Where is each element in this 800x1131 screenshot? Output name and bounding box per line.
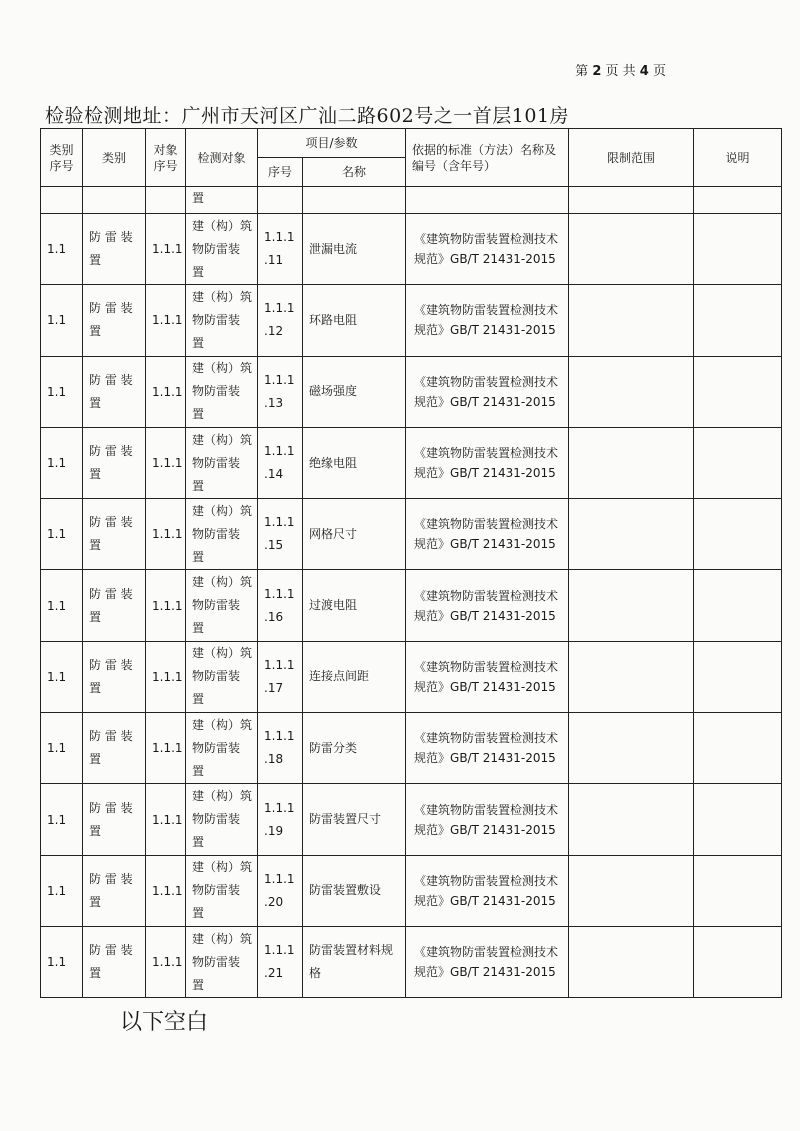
item-name-cell: 绝缘电阻 (303, 427, 406, 498)
category-seq-cell: 1.1 (41, 570, 83, 641)
standard-cell: 《建筑物防雷装置检测技术 规范》GB/T 21431-2015 (406, 926, 569, 997)
table-row (41, 356, 782, 427)
note-cell (694, 356, 782, 427)
table-row (41, 214, 782, 285)
object-cell: 建（构）筑 物防雷装 置 (186, 855, 258, 926)
note-cell (694, 784, 782, 855)
category-cell: 防 雷 装 置 (83, 570, 146, 641)
table-row (41, 570, 782, 641)
object-cell: 建（构）筑 物防雷装 置 (186, 926, 258, 997)
item-seq-cell: 1.1.1 .20 (258, 855, 303, 926)
item-name-cell: 防雷分类 (303, 713, 406, 784)
table-row (41, 427, 782, 498)
item-seq-cell: 1.1.1 .17 (258, 641, 303, 712)
object-seq-cell: 1.1.1 (146, 499, 186, 570)
header-item-seq: 序号 (258, 158, 303, 187)
header-standard: 依据的标准（方法）名称及 编号（含年号） (406, 129, 569, 187)
note-cell (694, 713, 782, 784)
category-cell: 防 雷 装 置 (83, 427, 146, 498)
limit-cell (569, 499, 694, 570)
category-cell: 防 雷 装 置 (83, 855, 146, 926)
note-cell (694, 570, 782, 641)
note-cell (694, 499, 782, 570)
object-seq-cell: 1.1.1 (146, 356, 186, 427)
category-seq-cell: 1.1 (41, 784, 83, 855)
standard-cell: 《建筑物防雷装置检测技术 规范》GB/T 21431-2015 (406, 214, 569, 285)
object-seq-cell: 1.1.1 (146, 214, 186, 285)
object-seq-cell: 1.1.1 (146, 784, 186, 855)
item-seq-cell: 1.1.1 .18 (258, 713, 303, 784)
header-limit: 限制范围 (569, 129, 694, 187)
object-seq-cell: 1.1.1 (146, 926, 186, 997)
category-cell: 防 雷 装 置 (83, 356, 146, 427)
note-cell (694, 427, 782, 498)
page-current: 2 (592, 64, 602, 79)
limit-cell (569, 214, 694, 285)
standard-cell: 《建筑物防雷装置检测技术 规范》GB/T 21431-2015 (406, 855, 569, 926)
category-cell: 防 雷 装 置 (83, 641, 146, 712)
category-seq-cell: 1.1 (41, 926, 83, 997)
item-seq-cell: 1.1.1 .11 (258, 214, 303, 285)
object-cell: 建（构）筑 物防雷装 置 (186, 713, 258, 784)
limit-cell (569, 784, 694, 855)
table-row (41, 641, 782, 712)
item-name-cell: 网格尺寸 (303, 499, 406, 570)
table-row (41, 855, 782, 926)
object-seq-cell: 1.1.1 (146, 855, 186, 926)
standard-cell: 《建筑物防雷装置检测技术 规范》GB/T 21431-2015 (406, 641, 569, 712)
standard-cell: 《建筑物防雷装置检测技术 规范》GB/T 21431-2015 (406, 427, 569, 498)
object-cell: 建（构）筑 物防雷装 置 (186, 285, 258, 356)
note-cell (694, 855, 782, 926)
page-suffix: 页 (652, 64, 666, 79)
standard-cell: 《建筑物防雷装置检测技术 规范》GB/T 21431-2015 (406, 713, 569, 784)
standard-cell: 《建筑物防雷装置检测技术 规范》GB/T 21431-2015 (406, 784, 569, 855)
category-seq-cell: 1.1 (41, 499, 83, 570)
category-cell: 防 雷 装 置 (83, 784, 146, 855)
standard-cell: 《建筑物防雷装置检测技术 规范》GB/T 21431-2015 (406, 356, 569, 427)
category-cell: 防 雷 装 置 (83, 214, 146, 285)
limit-cell (569, 855, 694, 926)
standard-cell: 《建筑物防雷装置检测技术 规范》GB/T 21431-2015 (406, 570, 569, 641)
object-seq-cell: 1.1.1 (146, 641, 186, 712)
limit-cell (569, 570, 694, 641)
header-item-name: 名称 (303, 158, 406, 187)
item-name-cell: 防雷装置敷设 (303, 855, 406, 926)
item-seq-cell: 1.1.1 .21 (258, 926, 303, 997)
standard-cell: 《建筑物防雷装置检测技术 规范》GB/T 21431-2015 (406, 499, 569, 570)
category-seq-cell: 1.1 (41, 285, 83, 356)
standard-cell: 《建筑物防雷装置检测技术 规范》GB/T 21431-2015 (406, 285, 569, 356)
limit-cell (569, 285, 694, 356)
object-cell: 建（构）筑 物防雷装 置 (186, 784, 258, 855)
limit-cell (569, 641, 694, 712)
item-name-cell: 连接点间距 (303, 641, 406, 712)
object-cell: 建（构）筑 物防雷装 置 (186, 356, 258, 427)
category-seq-cell: 1.1 (41, 214, 83, 285)
item-name-cell: 磁场强度 (303, 356, 406, 427)
item-seq-cell: 1.1.1 .19 (258, 784, 303, 855)
table-row (41, 784, 782, 855)
carry-over-text: 置 (186, 187, 258, 214)
item-name-cell: 过渡电阻 (303, 570, 406, 641)
note-cell (694, 285, 782, 356)
category-cell: 防 雷 装 置 (83, 499, 146, 570)
limit-cell (569, 713, 694, 784)
category-seq-cell: 1.1 (41, 713, 83, 784)
page-total: 4 (639, 64, 649, 79)
header-object: 检测对象 (186, 129, 258, 187)
scope-table (40, 128, 782, 998)
note-cell (694, 926, 782, 997)
page-mid: 页 共 (605, 64, 636, 79)
note-cell (694, 641, 782, 712)
page-prefix: 第 (575, 64, 589, 79)
header-note: 说明 (694, 129, 782, 187)
limit-cell (569, 427, 694, 498)
category-seq-cell: 1.1 (41, 855, 83, 926)
blank-below-marker: 以下空白 (120, 1010, 209, 1035)
header-category: 类别 (83, 129, 146, 187)
limit-cell (569, 926, 694, 997)
category-seq-cell: 1.1 (41, 427, 83, 498)
item-seq-cell: 1.1.1 .15 (258, 499, 303, 570)
header-object-seq: 对象 序号 (146, 129, 186, 187)
table-row (41, 285, 782, 356)
object-seq-cell: 1.1.1 (146, 570, 186, 641)
item-name-cell: 防雷装置材料规 格 (303, 926, 406, 997)
item-seq-cell: 1.1.1 .16 (258, 570, 303, 641)
item-name-cell: 防雷装置尺寸 (303, 784, 406, 855)
limit-cell (569, 356, 694, 427)
object-cell: 建（构）筑 物防雷装 置 (186, 427, 258, 498)
category-cell: 防 雷 装 置 (83, 713, 146, 784)
object-cell: 建（构）筑 物防雷装 置 (186, 570, 258, 641)
note-cell (694, 214, 782, 285)
table-row (41, 499, 782, 570)
header-category-seq: 类别 序号 (41, 129, 83, 187)
category-cell: 防 雷 装 置 (83, 285, 146, 356)
item-name-cell: 泄漏电流 (303, 214, 406, 285)
object-seq-cell: 1.1.1 (146, 285, 186, 356)
object-cell: 建（构）筑 物防雷装 置 (186, 641, 258, 712)
item-seq-cell: 1.1.1 .12 (258, 285, 303, 356)
object-seq-cell: 1.1.1 (146, 713, 186, 784)
item-name-cell: 环路电阻 (303, 285, 406, 356)
item-seq-cell: 1.1.1 .13 (258, 356, 303, 427)
object-cell: 建（构）筑 物防雷装 置 (186, 499, 258, 570)
category-cell: 防 雷 装 置 (83, 926, 146, 997)
category-seq-cell: 1.1 (41, 641, 83, 712)
carry-over-row (41, 187, 782, 214)
item-seq-cell: 1.1.1 .14 (258, 427, 303, 498)
header-item-param: 项目/参数 (258, 129, 406, 158)
object-cell: 建（构）筑 物防雷装 置 (186, 214, 258, 285)
object-seq-cell: 1.1.1 (146, 427, 186, 498)
table-row (41, 713, 782, 784)
test-address: 检验检测地址：广州市天河区广汕二路602号之一首层101房 (45, 105, 570, 127)
page-number (575, 60, 666, 79)
category-seq-cell: 1.1 (41, 356, 83, 427)
table-row (41, 926, 782, 997)
